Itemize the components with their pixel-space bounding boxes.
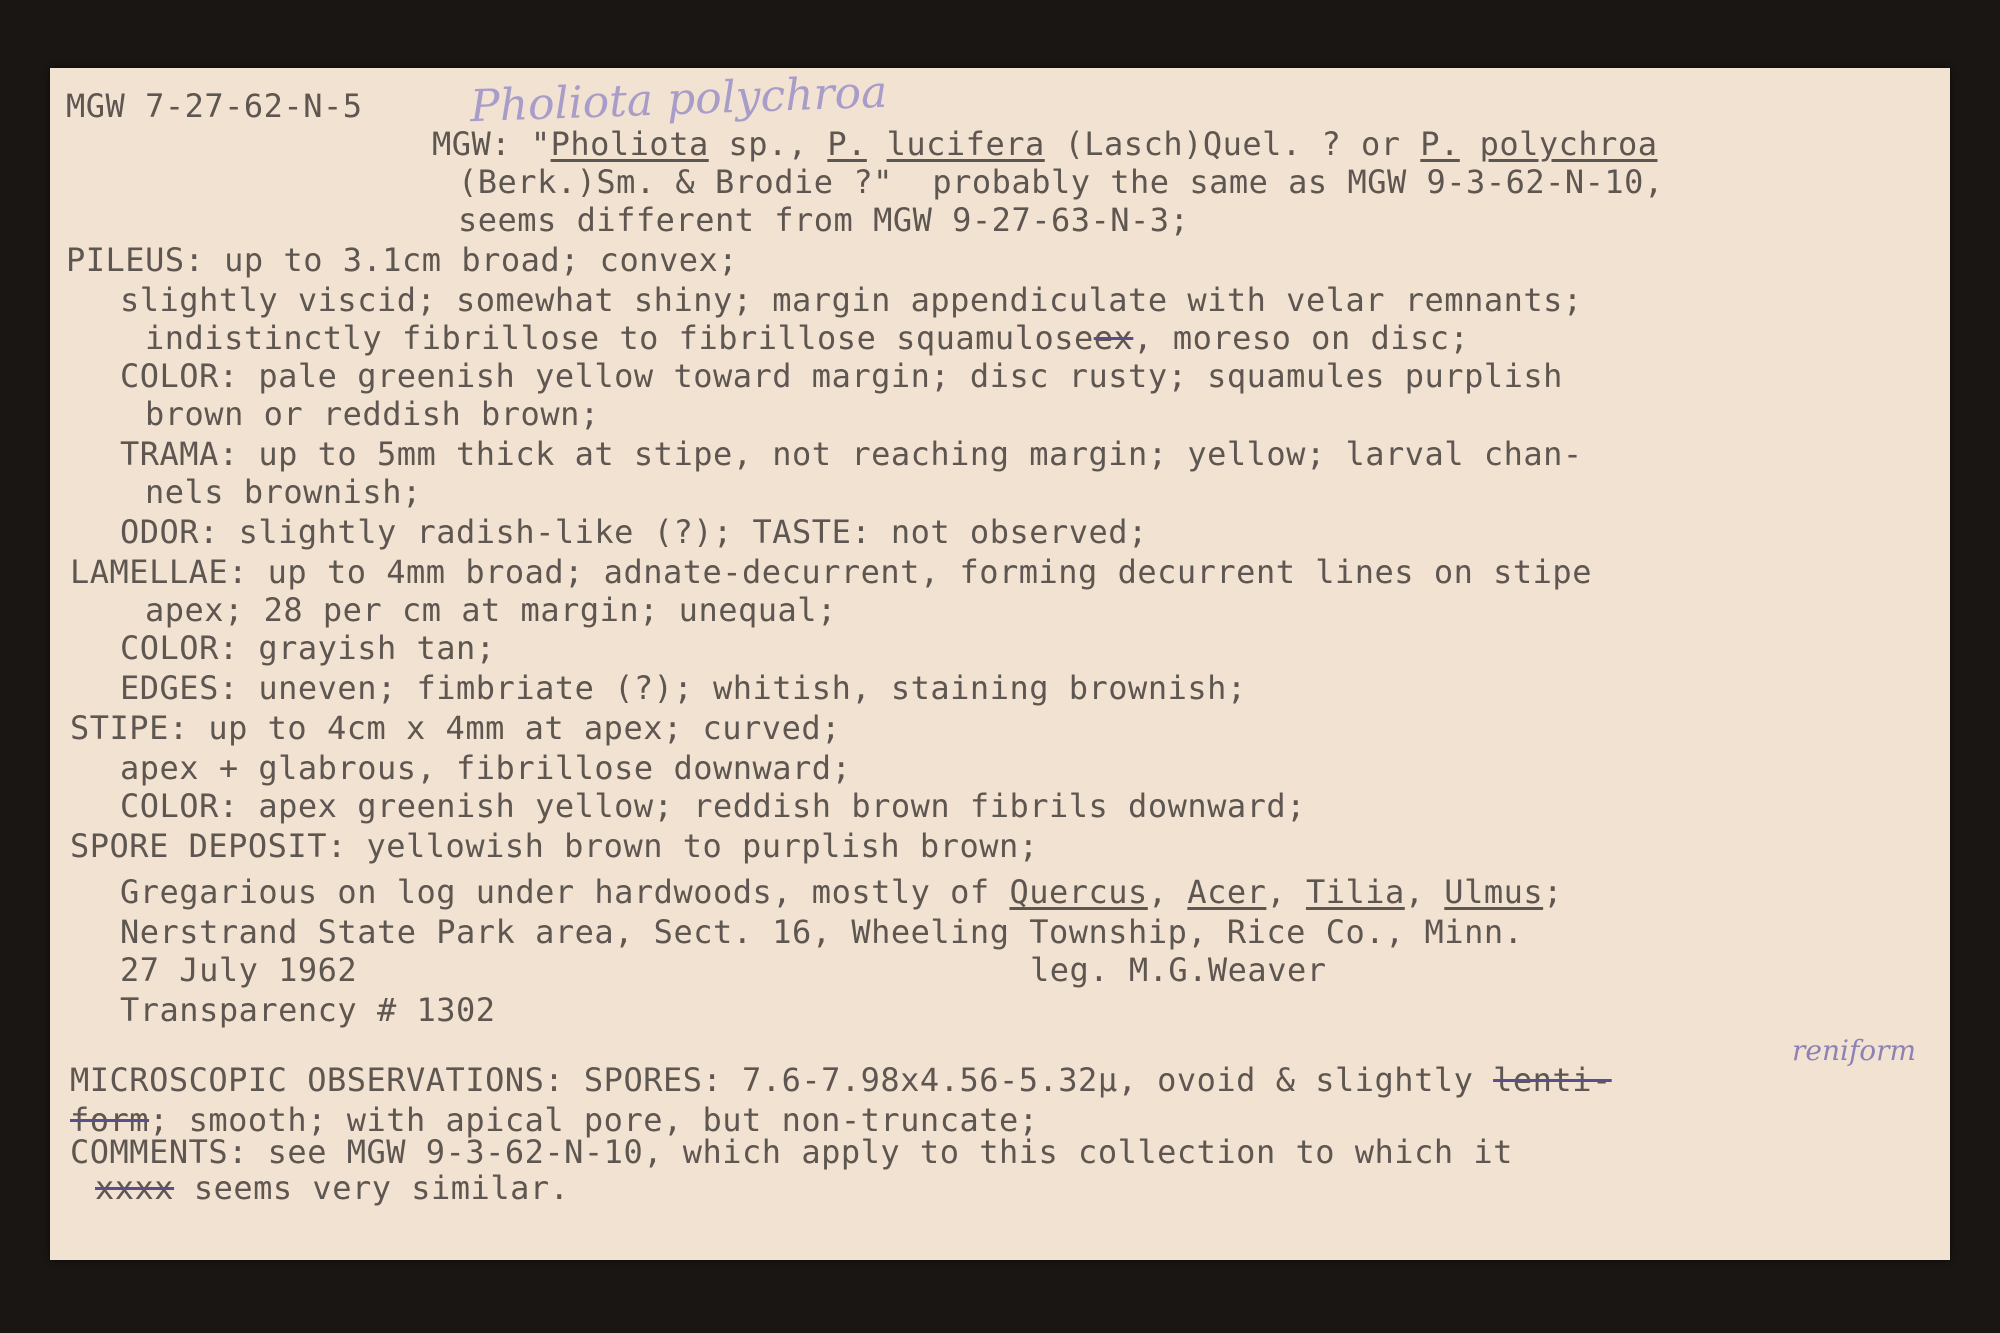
microscopic-line-1: MICROSCOPIC OBSERVATIONS: SPORES: 7.6-7.98x4.56-5.32μ, ovoid & slightly lenti- bbox=[70, 1061, 1612, 1099]
pileus-color-1: COLOR: pale greenish yellow toward margin; disc rusty; squamules purplish bbox=[120, 357, 1563, 395]
pileus-line-3: indistinctly fibrillose to fibrillose squamuloseex, moreso on disc; bbox=[145, 319, 1470, 357]
stipe-color: COLOR: apex greenish yellow; reddish brown fibrils downward; bbox=[120, 787, 1306, 825]
lamellae-color: COLOR: grayish tan; bbox=[120, 629, 496, 667]
handwritten-species-name: Pholiota polychroa bbox=[469, 66, 889, 133]
pileus-line-2: slightly viscid; somewhat shiny; margin appendiculate with velar remnants; bbox=[120, 281, 1583, 319]
odor-line: ODOR: slightly radish-like (?); TASTE: not observed; bbox=[120, 513, 1148, 551]
transparency-number: Transparency # 1302 bbox=[120, 991, 496, 1029]
microscopic-line-2: form; smooth; with apical pore, but non-truncate; bbox=[70, 1101, 1039, 1139]
specimen-card bbox=[50, 68, 1950, 1260]
stipe-line-2: apex + glabrous, fibrillose downward; bbox=[120, 749, 852, 787]
mgw-line-2: (Berk.)Sm. & Brodie ?" probably the same as MGW 9-3-62-N-10, bbox=[458, 163, 1664, 201]
lamellae-line-2: apex; 28 per cm at margin; unequal; bbox=[145, 591, 837, 629]
spore-deposit: SPORE DEPOSIT: yellowish brown to purplish brown; bbox=[70, 827, 1039, 865]
stipe-heading: STIPE: up to 4cm x 4mm at apex; curved; bbox=[70, 709, 841, 747]
header-code: MGW 7-27-62-N-5 bbox=[66, 87, 363, 125]
trama-line-1: TRAMA: up to 5mm thick at stipe, not reaching margin; yellow; larval chan- bbox=[120, 435, 1583, 473]
mgw-line-1: MGW: "Pholiota sp., P. lucifera (Lasch)Quel. ? or P. polychroa bbox=[432, 125, 1658, 163]
collection-date: 27 July 1962 bbox=[120, 951, 358, 989]
comments-line-1: COMMENTS: see MGW 9-3-62-N-10, which apply to this collection to which it bbox=[70, 1133, 1513, 1171]
mgw-line-3: seems different from MGW 9-27-63-N-3; bbox=[458, 201, 1190, 239]
locality-line: Nerstrand State Park area, Sect. 16, Wheeling Township, Rice Co., Minn. bbox=[120, 913, 1524, 951]
handwritten-correction: reniform bbox=[1792, 1034, 1917, 1067]
habitat-line: Gregarious on log under hardwoods, mostly of Quercus, Acer, Tilia, Ulmus; bbox=[120, 873, 1563, 911]
trama-line-2: nels brownish; bbox=[145, 473, 422, 511]
lamellae-edges: EDGES: uneven; fimbriate (?); whitish, staining brownish; bbox=[120, 669, 1247, 707]
comments-line-2: xxxx seems very similar. bbox=[95, 1169, 570, 1207]
collector: leg. M.G.Weaver bbox=[1030, 951, 1327, 989]
pileus-color-2: brown or reddish brown; bbox=[145, 395, 600, 433]
pileus-heading: PILEUS: up to 3.1cm broad; convex; bbox=[66, 241, 739, 279]
lamellae-heading: LAMELLAE: up to 4mm broad; adnate-decurrent, forming decurrent lines on stipe bbox=[70, 553, 1592, 591]
